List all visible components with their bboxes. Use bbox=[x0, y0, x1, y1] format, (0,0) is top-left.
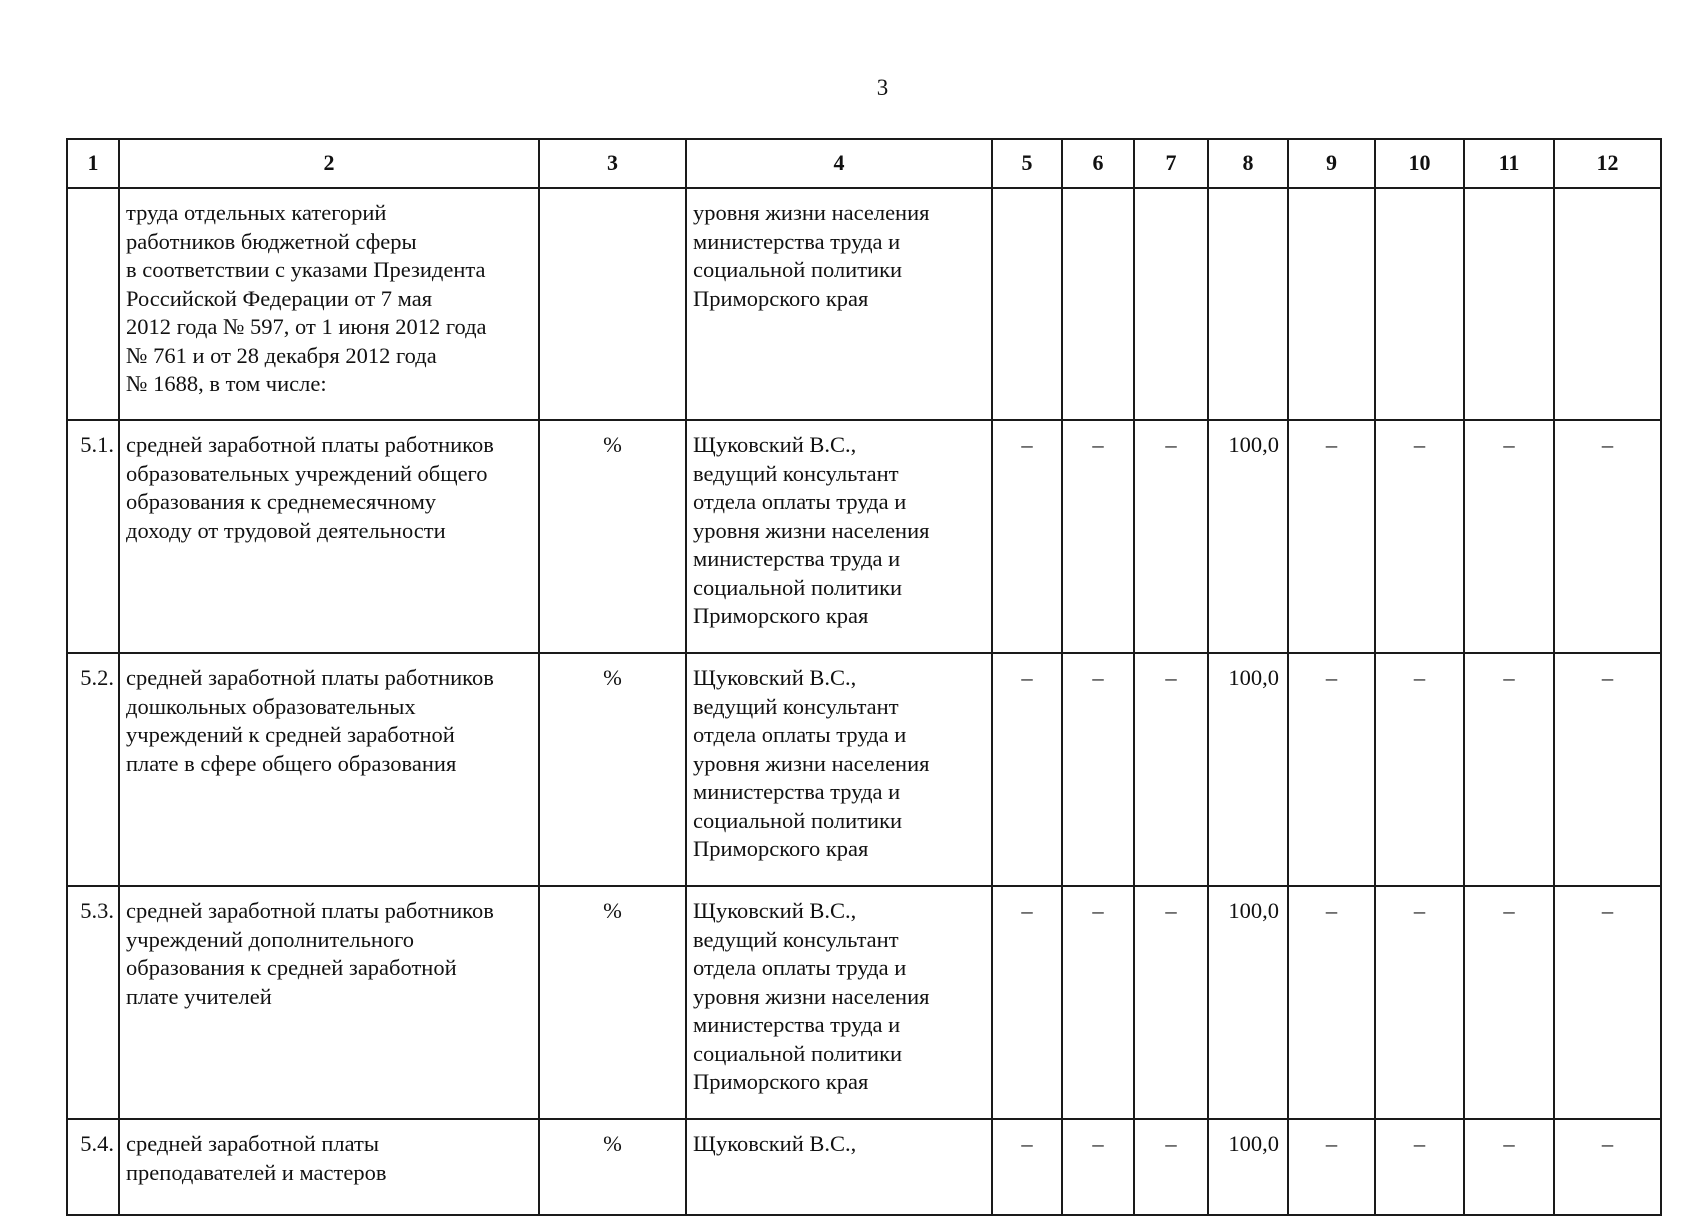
unit-cell: % bbox=[539, 1119, 686, 1215]
row-number bbox=[67, 188, 119, 420]
responsible-person: Щуковский В.С., bbox=[686, 1119, 992, 1215]
value-cell: – bbox=[1134, 653, 1208, 886]
value-cell: – bbox=[992, 886, 1062, 1119]
indicator-name: труда отдельных категорий работников бюджетной сферы в соответствии с указами Президента Российской Федерации от 7 мая 2012 года № 597, от 1 июня 2012 года № 761 и от 28 декабря 2012 года № 1688, в том числе: bbox=[119, 188, 539, 420]
table-row bbox=[67, 653, 1661, 886]
value-cell: – bbox=[1375, 886, 1464, 1119]
table-row bbox=[67, 1119, 1661, 1215]
value-cell bbox=[1134, 188, 1208, 420]
value-cell: 100,0 bbox=[1208, 653, 1288, 886]
value-cell: 100,0 bbox=[1208, 1119, 1288, 1215]
value-cell: – bbox=[1134, 886, 1208, 1119]
value-cell: – bbox=[1288, 653, 1375, 886]
value-cell: – bbox=[1554, 420, 1661, 653]
value-cell: – bbox=[1375, 420, 1464, 653]
value-cell: 100,0 bbox=[1208, 886, 1288, 1119]
value-cell: – bbox=[1375, 1119, 1464, 1215]
value-cell: – bbox=[1288, 1119, 1375, 1215]
header-row bbox=[67, 139, 1661, 188]
value-cell: – bbox=[1288, 420, 1375, 653]
column-header: 10 bbox=[1375, 139, 1464, 188]
responsible-person: Щуковский В.С., ведущий консультант отдела оплаты труда и уровня жизни населения министерства труда и социальной политики Приморского края bbox=[686, 420, 992, 653]
table-row bbox=[67, 420, 1661, 653]
value-cell: – bbox=[1554, 886, 1661, 1119]
value-cell bbox=[1554, 188, 1661, 420]
column-header: 2 bbox=[119, 139, 539, 188]
value-cell: – bbox=[1062, 653, 1134, 886]
value-cell: – bbox=[1062, 886, 1134, 1119]
column-header: 11 bbox=[1464, 139, 1554, 188]
value-cell: – bbox=[1554, 1119, 1661, 1215]
value-cell: – bbox=[1062, 420, 1134, 653]
value-cell bbox=[1062, 188, 1134, 420]
value-cell: – bbox=[1464, 1119, 1554, 1215]
value-cell bbox=[992, 188, 1062, 420]
column-header: 5 bbox=[992, 139, 1062, 188]
value-cell: 100,0 bbox=[1208, 420, 1288, 653]
row-number: 5.2. bbox=[67, 653, 119, 886]
value-cell: – bbox=[1375, 653, 1464, 886]
indicator-name: средней заработной платы работников учреждений дополнительного образования к средней заработной плате учителей bbox=[119, 886, 539, 1119]
column-header: 7 bbox=[1134, 139, 1208, 188]
column-header: 4 bbox=[686, 139, 992, 188]
value-cell: – bbox=[1062, 1119, 1134, 1215]
value-cell: – bbox=[992, 420, 1062, 653]
column-header: 3 bbox=[539, 139, 686, 188]
value-cell: – bbox=[992, 1119, 1062, 1215]
indicator-name: средней заработной платы работников дошкольных образовательных учреждений к средней заработной плате в сфере общего образования bbox=[119, 653, 539, 886]
table-row bbox=[67, 188, 1661, 420]
responsible-person: Щуковский В.С., ведущий консультант отдела оплаты труда и уровня жизни населения министерства труда и социальной политики Приморского края bbox=[686, 653, 992, 886]
value-cell bbox=[1375, 188, 1464, 420]
column-header: 8 bbox=[1208, 139, 1288, 188]
responsible-person: уровня жизни населения министерства труда и социальной политики Приморского края bbox=[686, 188, 992, 420]
value-cell: – bbox=[992, 653, 1062, 886]
column-header: 9 bbox=[1288, 139, 1375, 188]
indicators-table bbox=[66, 138, 1662, 1216]
column-header: 6 bbox=[1062, 139, 1134, 188]
value-cell: – bbox=[1288, 886, 1375, 1119]
column-header: 1 bbox=[67, 139, 119, 188]
unit-cell: % bbox=[539, 653, 686, 886]
row-number: 5.4. bbox=[67, 1119, 119, 1215]
page-number: 3 bbox=[876, 75, 889, 100]
value-cell: – bbox=[1554, 653, 1661, 886]
column-header: 12 bbox=[1554, 139, 1661, 188]
value-cell bbox=[1208, 188, 1288, 420]
value-cell bbox=[1464, 188, 1554, 420]
unit-cell: % bbox=[539, 886, 686, 1119]
row-number: 5.1. bbox=[67, 420, 119, 653]
value-cell: – bbox=[1464, 420, 1554, 653]
unit-cell bbox=[539, 188, 686, 420]
value-cell: – bbox=[1134, 420, 1208, 653]
indicator-name: средней заработной платы преподавателей и мастеров bbox=[119, 1119, 539, 1215]
value-cell bbox=[1288, 188, 1375, 420]
unit-cell: % bbox=[539, 420, 686, 653]
row-number: 5.3. bbox=[67, 886, 119, 1119]
value-cell: – bbox=[1464, 886, 1554, 1119]
value-cell: – bbox=[1464, 653, 1554, 886]
table-row bbox=[67, 886, 1661, 1119]
indicator-name: средней заработной платы работников образовательных учреждений общего образования к среднемесячному доходу от трудовой деятельности bbox=[119, 420, 539, 653]
responsible-person: Щуковский В.С., ведущий консультант отдела оплаты труда и уровня жизни населения министерства труда и социальной политики Приморского края bbox=[686, 886, 992, 1119]
value-cell: – bbox=[1134, 1119, 1208, 1215]
